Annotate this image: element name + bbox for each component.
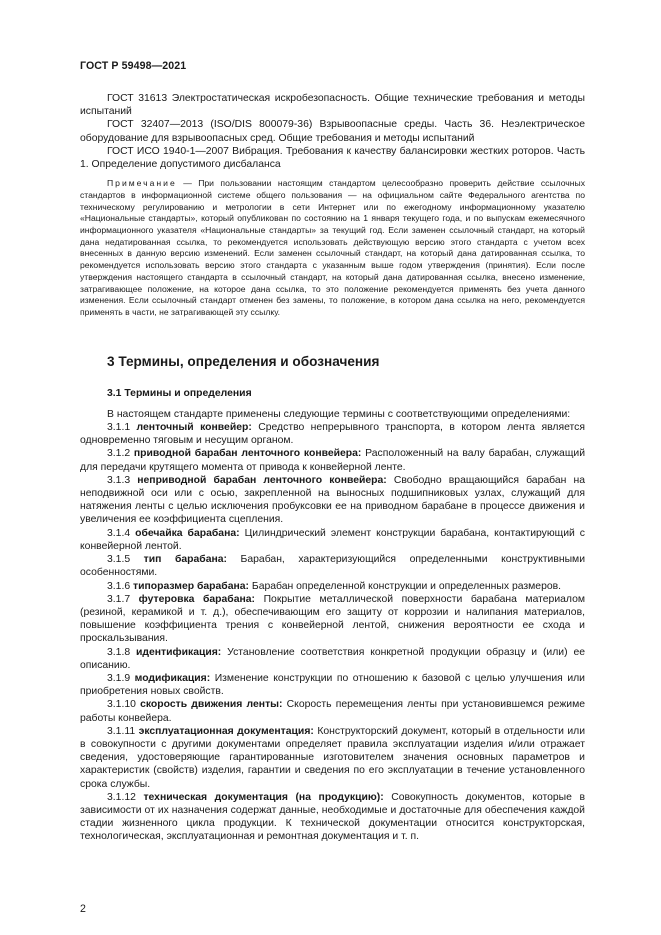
term-text: Барабан определенной конструкции и определенных размеров. — [249, 580, 562, 592]
note-text: — При пользовании настоящим стандартом целесообразно проверить действие ссылочных стандартов в информационной системе общего пользования — на официальном сайте Федерального агентства по техническому регулированию и метрологии в сети Интернет или по ежегодному информационному указателю «Национальные стандарты», который опубликован по состоянию на 1 января текущего года, и по выпускам ежемесячного информационного указателя «Национальные стандарты» за текущий год. Если заменен ссылочный стандарт, на который дана недатированная ссылка, то рекомендуется использовать действующую версию этого стандарта с учетом всех внесенных в данную версию изменений. Если заменен ссылочный стандарт, на который дана датированная ссылка, то рекомендуется использовать версию этого стандарта с указанным выше годом утверждения (принятия). Если после утверждения настоящего стандарта в ссылочный стандарт, на который дана датированная ссылка, внесено изменение, затрагивающее положение, на которое дана ссылка, то это положение рекомендуется применять без учета данного изменения. Если ссылочный стандарт отменен без замены, то положение, в котором дана ссылка на него, рекомендуется применять в части, не затрагивающей эту ссылку. — [80, 178, 585, 317]
term-number: 3.1.7 — [107, 593, 139, 605]
term-text: Конструкторский документ, который в отдельности или в совокупности с другими документами определяет правила эксплуатации изделия и/или отражает сведения, удостоверяющие гарантированные изготовителем значения основных параметров и характеристик (свойств) изделия, гарантии и сведения по его эксплуатации в течение установленного срока службы. — [80, 725, 585, 790]
term-text: Покрытие металлической поверхности барабана материалом (резиной, керамикой и т. д.), обеспечивающим его защиту от коррозии и налипания материалов, повышение коэффициента трения с конвейерной лентой, снижения вероятности ее схода и проскальзывания. — [80, 593, 586, 645]
section-title: 3 Термины, определения и обозначения — [107, 353, 380, 369]
term-definition — [80, 447, 585, 473]
term-name: эксплуатационная документация: — [138, 725, 314, 737]
term-name: идентификация: — [136, 646, 222, 658]
term-number: 3.1.1 — [107, 422, 137, 434]
term-name: тип барабана: — [143, 554, 227, 566]
note-label: Примечание — [107, 178, 177, 189]
term-text: Цилиндрический элемент конструкции барабана, контактирующий с конвейерной лентой. — [80, 527, 586, 552]
reference-item: ГОСТ ИСО 1940-1—2007 Вибрация. Требования к качеству балансировки жестких роторов. Часть 1. Определение допустимого дисбаланса — [80, 145, 585, 171]
term-name: типоразмер барабана: — [133, 580, 249, 592]
term-name: приводной барабан ленточного конвейера: — [133, 448, 362, 460]
term-name: ленточный конвейер: — [136, 422, 252, 434]
term-number: 3.1.8 — [107, 646, 136, 658]
term-number: 3.1.5 — [107, 554, 144, 566]
term-name: обечайка барабана: — [135, 527, 240, 539]
term-definition — [80, 791, 585, 844]
term-name: техническая документация (на продукцию): — [143, 791, 384, 803]
term-text: Свободно вращающийся барабан на неподвижной оси или с осью, закрепленной на выносных подшипниковых узлах, служащий для натяжения ленты с целью исключения пробуксовки ее на приводном барабане в процессе движения и увеличения ее коэффициента сцепления. — [80, 474, 585, 526]
term-number: 3.1.2 — [107, 448, 134, 460]
term-definition — [80, 421, 585, 447]
term-name: неприводной барабан ленточного конвейера: — [137, 474, 387, 486]
term-text: Барабан, характеризующийся определенными конструктивными особенностями. — [80, 554, 585, 579]
term-definition — [80, 672, 585, 698]
term-definition — [80, 646, 585, 672]
term-definition — [80, 593, 585, 646]
term-definition — [80, 725, 585, 791]
reference-item: ГОСТ 32407—2013 (ISO/DIS 800079-36) Взрывоопасные среды. Часть 36. Неэлектрическое оборудование для взрывоопасных сред. Общие требования и методы испытаний — [80, 119, 585, 144]
term-name: футеровка барабана: — [138, 593, 256, 605]
term-text: Установление соответствия конкретной продукции образцу и (или) ее описанию. — [80, 646, 586, 671]
term-definition — [80, 553, 585, 579]
term-name: скорость движения ленты: — [140, 699, 283, 711]
reference-item: ГОСТ 31613 Электростатическая искробезопасность. Общие технические требования и методы испытаний — [80, 93, 585, 118]
term-number: 3.1.10 — [107, 699, 141, 711]
term-number: 3.1.12 — [107, 791, 144, 803]
term-number: 3.1.6 — [107, 580, 133, 592]
term-definition — [80, 527, 585, 553]
terms-list — [80, 421, 585, 844]
term-name: модификация: — [134, 672, 211, 684]
subsection-title: 3.1 Термины и определения — [107, 387, 252, 399]
term-number: 3.1.3 — [107, 474, 138, 486]
term-text: Расположенный на валу барабан, служащий для передачи крутящего момента от привода к конвейерной ленте. — [80, 448, 585, 473]
term-text: Совокупность документов, которые в зависимости от их назначения содержат данные, необходимые и достаточные для обеспечения каждой стадии жизненного цикла продукции. К технической документации относится конструкторская, технологическая, эксплуатационная и ремонтная документация и т. п. — [80, 791, 585, 843]
section-intro: В настоящем стандарте применены следующие термины с соответствующими определениями: — [107, 408, 571, 420]
term-number: 3.1.4 — [107, 527, 136, 539]
term-definition — [80, 698, 585, 724]
page-number: 2 — [80, 903, 86, 915]
term-text: Скорость перемещения ленты при установившемся режиме работы конвейера. — [80, 699, 585, 724]
document-body — [80, 92, 585, 844]
term-definition — [80, 474, 585, 527]
term-definition — [80, 580, 585, 593]
document-header: ГОСТ Р 59498—2021 — [80, 60, 187, 72]
note-paragraph — [80, 178, 585, 318]
term-number: 3.1.11 — [107, 725, 139, 737]
term-text: Изменение конструкции по отношению к базовой с целью улучшения или приобретения новых свойств. — [80, 672, 585, 698]
term-text: Средство непрерывного транспорта, в котором лента является одновременно тяговым и несущим органом. — [80, 422, 585, 447]
term-number: 3.1.9 — [107, 672, 135, 684]
